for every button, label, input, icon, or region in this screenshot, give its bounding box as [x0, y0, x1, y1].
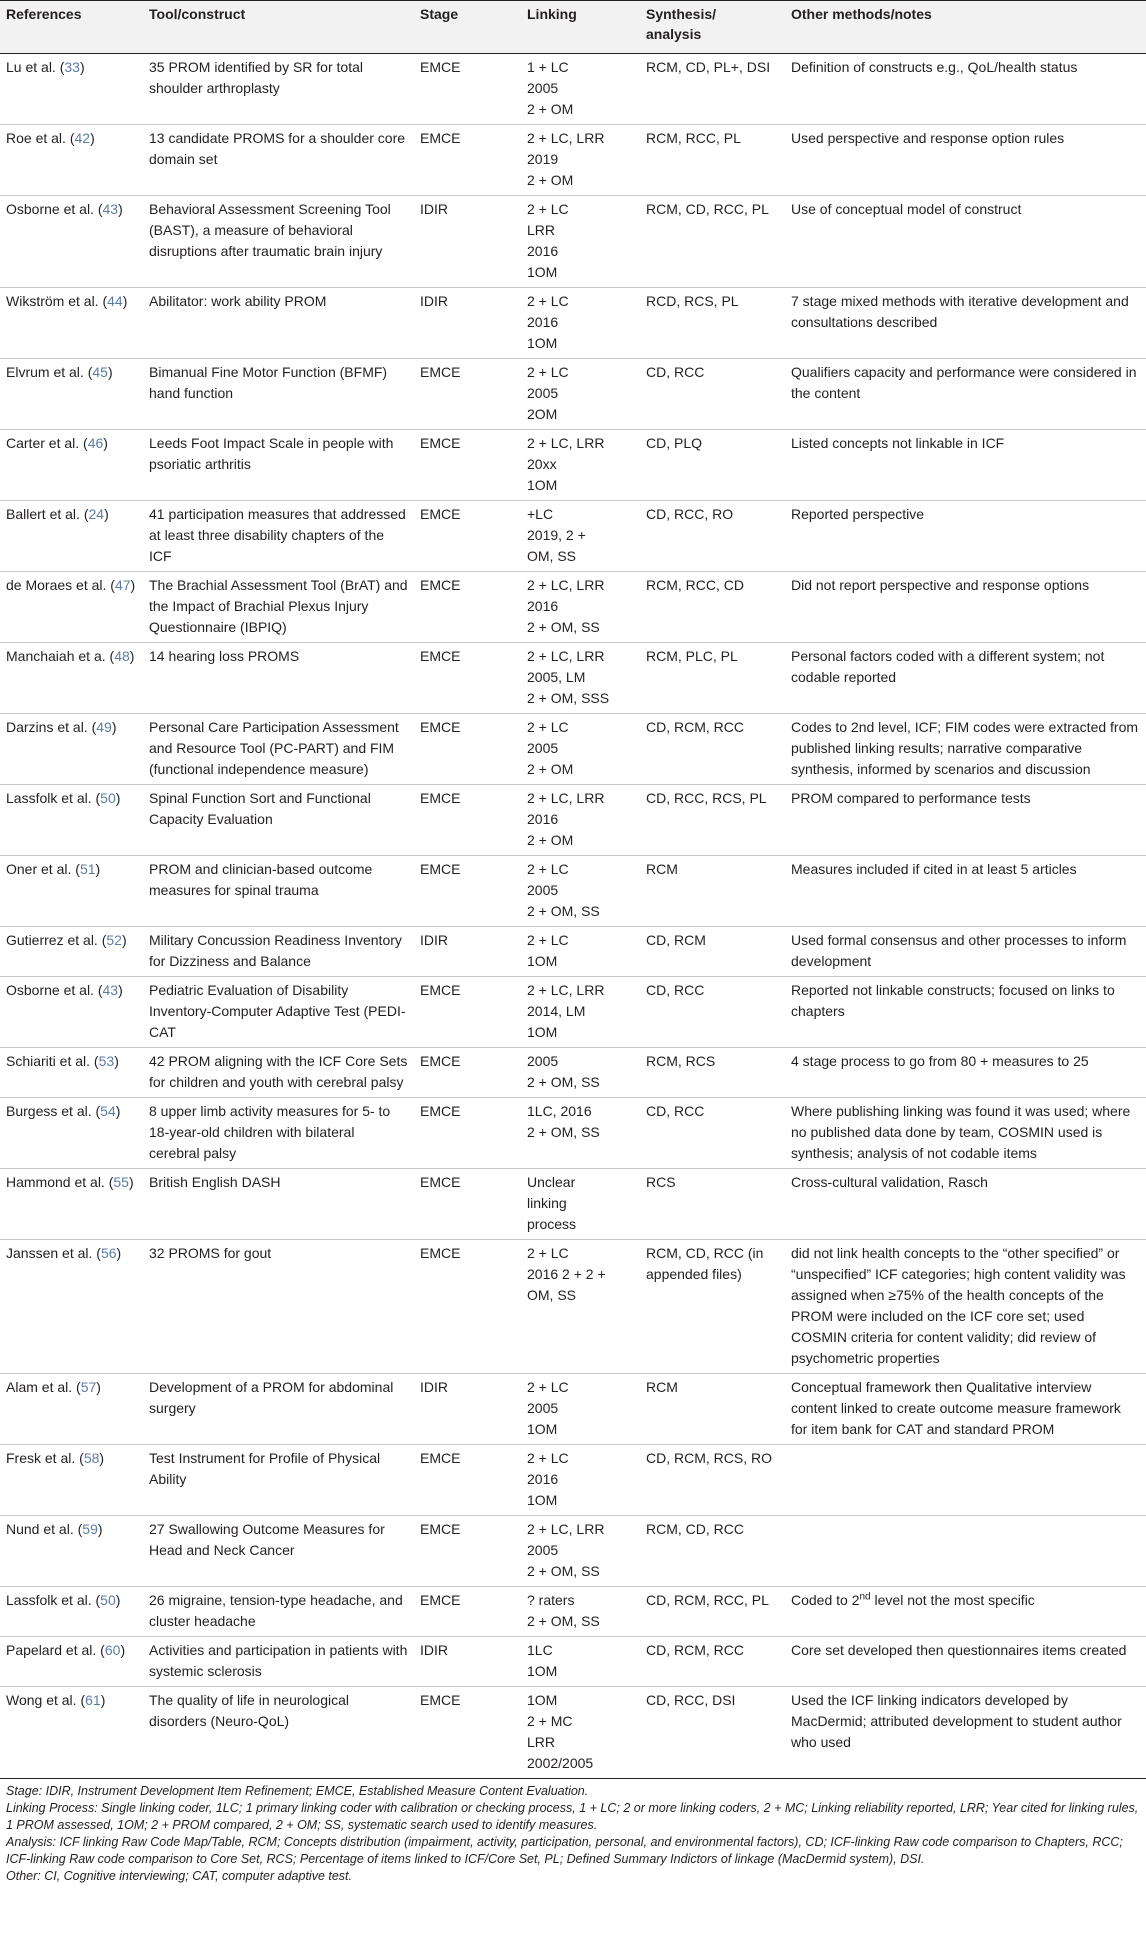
reference-author: Lassfolk et al. — [6, 1592, 92, 1608]
footnote-linking-process: Linking Process: Single linking coder, 1LC; 1 primary linking coder with calibration or checking process, 1 + LC; 2 or more linking coders, 2 + MC; Linking reliability reported, LRR; Year cited for linking rules, 1 PROM assessed, 1OM; 2 + PROM compared, 2 + OM; SS, systematic search used to identify measures. — [6, 1801, 1139, 1832]
cell-tool-construct: British English DASH — [143, 1169, 414, 1240]
notes-text: Core set developed then questionnaires items created — [791, 1642, 1127, 1658]
cell-synthesis: RCM, CD, PL+, DSI — [640, 54, 785, 125]
cell-stage: IDIR — [414, 196, 521, 288]
cell-tool-construct: Pediatric Evaluation of Disability Inventory-Computer Adaptive Test (PEDI-CAT — [143, 977, 414, 1048]
cell-synthesis: CD, RCM, RCC, PL — [640, 1587, 785, 1637]
cell-other-notes — [785, 54, 1146, 125]
reference-author: Papelard et al. — [6, 1642, 97, 1658]
table-row — [0, 572, 1146, 643]
table-row — [0, 359, 1146, 430]
header-other-notes: Other methods/notes — [785, 1, 1146, 54]
cell-tool-construct: 41 participation measures that addressed at least three disability chapters of the ICF — [143, 501, 414, 572]
cell-tool-construct: 8 upper limb activity measures for 5- to 18-year-old children with bilateral cerebral palsy — [143, 1098, 414, 1169]
cell-other-notes — [785, 785, 1146, 856]
reference-author: Lu et al. — [6, 59, 56, 75]
reference-author: Janssen et al. — [6, 1245, 93, 1261]
reference-author: Wikström et al. — [6, 293, 99, 309]
cell-stage: IDIR — [414, 288, 521, 359]
reference-author: Schiariti et al. — [6, 1053, 91, 1069]
cell-stage: EMCE — [414, 430, 521, 501]
cell-other-notes — [785, 643, 1146, 714]
cell-other-notes — [785, 125, 1146, 196]
reference-number-link[interactable]: 53 — [98, 1053, 115, 1069]
cell-linking: 2 + LC, LRR 2005, LM 2 + OM, SSS — [521, 643, 640, 714]
header-stage: Stage — [414, 1, 521, 54]
cell-other-notes — [785, 856, 1146, 927]
cell-stage: EMCE — [414, 1445, 521, 1516]
cell-stage: EMCE — [414, 1169, 521, 1240]
notes-text: Where publishing linking was found it was used; where no published data done by team, COSMIN used is synthesis; analysis of not codable items — [791, 1103, 1131, 1161]
header-synthesis-analysis: Synthesis/ analysis — [640, 1, 785, 54]
cell-reference: Osborne et al. (43) — [0, 196, 143, 288]
table-row — [0, 1445, 1146, 1516]
cell-other-notes — [785, 501, 1146, 572]
cell-linking: 2 + LC 2005 2 + OM, SS — [521, 856, 640, 927]
cell-reference: Gutierrez et al. (52) — [0, 927, 143, 977]
cell-other-notes — [785, 430, 1146, 501]
reference-number-link[interactable]: 44 — [107, 293, 123, 309]
cell-tool-construct: 42 PROM aligning with the ICF Core Sets for children and youth with cerebral palsy — [143, 1048, 414, 1098]
reference-number-link[interactable]: 55 — [113, 1174, 129, 1190]
cell-synthesis: RCD, RCS, PL — [640, 288, 785, 359]
cell-synthesis: RCM, CD, RCC, PL — [640, 196, 785, 288]
notes-text: 7 stage mixed methods with iterative development and consultations described — [791, 293, 1129, 330]
cell-other-notes — [785, 1098, 1146, 1169]
table-row — [0, 125, 1146, 196]
cell-tool-construct: 14 hearing loss PROMS — [143, 643, 414, 714]
reference-number-link[interactable]: 61 — [85, 1692, 101, 1708]
cell-reference: Wikström et al. (44) — [0, 288, 143, 359]
table-row — [0, 1587, 1146, 1637]
table-row — [0, 714, 1146, 785]
cell-linking: 2 + LC 2005 2OM — [521, 359, 640, 430]
cell-linking: 2 + LC 2005 2 + OM — [521, 714, 640, 785]
cell-other-notes — [785, 1516, 1146, 1587]
cell-synthesis: CD, RCC, RCS, PL — [640, 785, 785, 856]
cell-reference: Osborne et al. (43) — [0, 977, 143, 1048]
cell-stage: EMCE — [414, 1098, 521, 1169]
cell-other-notes — [785, 1445, 1146, 1516]
reference-author: Ballert et al. — [6, 506, 80, 522]
reference-number-link[interactable]: 43 — [102, 201, 119, 217]
cell-tool-construct: The Brachial Assessment Tool (BrAT) and the Impact of Brachial Plexus Injury Questionnaire (IBPIQ) — [143, 572, 414, 643]
cell-stage: IDIR — [414, 927, 521, 977]
cell-linking: 2 + LC 1OM — [521, 927, 640, 977]
cell-tool-construct: Bimanual Fine Motor Function (BFMF) hand function — [143, 359, 414, 430]
reference-number-link[interactable]: 50 — [100, 790, 116, 806]
cell-stage: EMCE — [414, 785, 521, 856]
reference-number-link[interactable]: 48 — [114, 648, 130, 664]
table-footnotes — [0, 1779, 1146, 1885]
cell-other-notes — [785, 572, 1146, 643]
cell-reference: Ballert et al. (24) — [0, 501, 143, 572]
notes-text: Reported perspective — [791, 506, 925, 522]
footnote-analysis: Analysis: ICF linking Raw Code Map/Table, RCM; Concepts distribution (impairment, activity, participation, personal, and environmental factors), CD; ICF-linking Raw code comparison to Chapters, RCC; ICF-linking Raw code comparison to Core Set, RCS; Percentage of items linked to ICF/Core Set, PL; Defined Summary Indictors of linkage (MacDermid system), DSI. — [6, 1835, 1123, 1866]
cell-synthesis: CD, RCM — [640, 927, 785, 977]
cell-synthesis: RCM — [640, 1374, 785, 1445]
cell-stage: EMCE — [414, 1587, 521, 1637]
cell-linking: 2 + LC 2016 1OM — [521, 288, 640, 359]
cell-synthesis: RCM, RCC, CD — [640, 572, 785, 643]
table-row — [0, 1240, 1146, 1374]
cell-stage: IDIR — [414, 1637, 521, 1687]
notes-text: Use of conceptual model of construct — [791, 201, 1022, 217]
cell-stage: EMCE — [414, 643, 521, 714]
cell-synthesis: CD, RCC, DSI — [640, 1687, 785, 1779]
cell-synthesis: CD, PLQ — [640, 430, 785, 501]
reference-number-link[interactable]: 49 — [96, 719, 112, 735]
reference-author: de Moraes et al. — [6, 577, 107, 593]
cell-stage: EMCE — [414, 501, 521, 572]
notes-text: Personal factors coded with a different system; not codable reported — [791, 648, 1105, 685]
cell-other-notes — [785, 1240, 1146, 1374]
cell-linking: Unclear linking process — [521, 1169, 640, 1240]
cell-reference: Hammond et al. (55) — [0, 1169, 143, 1240]
cell-linking: 1LC 1OM — [521, 1637, 640, 1687]
cell-tool-construct: 26 migraine, tension-type headache, and cluster headache — [143, 1587, 414, 1637]
cell-synthesis: CD, RCC — [640, 977, 785, 1048]
cell-stage: EMCE — [414, 1516, 521, 1587]
cell-tool-construct: Personal Care Participation Assessment and Resource Tool (PC-PART) and FIM (functional independence measure) — [143, 714, 414, 785]
cell-reference: Janssen et al. (56) — [0, 1240, 143, 1374]
cell-other-notes — [785, 288, 1146, 359]
cell-synthesis: RCM, RCC, PL — [640, 125, 785, 196]
cell-tool-construct: 32 PROMS for gout — [143, 1240, 414, 1374]
reference-author: Hammond et al. — [6, 1174, 105, 1190]
cell-linking: 1OM 2 + MC LRR 2002/2005 — [521, 1687, 640, 1779]
cell-linking: 2005 2 + OM, SS — [521, 1048, 640, 1098]
reference-author: Alam et al. — [6, 1379, 73, 1395]
footnote-other: Other: CI, Cognitive interviewing; CAT, computer adaptive test. — [6, 1869, 352, 1883]
reference-author: Oner et al. — [6, 861, 72, 877]
reference-author: Lassfolk et al. — [6, 790, 92, 806]
cell-reference: Darzins et al. (49) — [0, 714, 143, 785]
reference-author: Fresk et al. — [6, 1450, 76, 1466]
cell-stage: EMCE — [414, 572, 521, 643]
cell-tool-construct: Development of a PROM for abdominal surgery — [143, 1374, 414, 1445]
cell-synthesis: RCM, RCS — [640, 1048, 785, 1098]
cell-reference: Fresk et al. (58) — [0, 1445, 143, 1516]
cell-reference: Manchaiah et a. (48) — [0, 643, 143, 714]
cell-synthesis: RCM, CD, RCC — [640, 1516, 785, 1587]
cell-tool-construct: Leeds Foot Impact Scale in people with psoriatic arthritis — [143, 430, 414, 501]
notes-text: did not link health concepts to the “other specified” or “unspecified” ICF categories; high content validity was assigned when ≥75% of the health concepts of the PROM were included on the ICF core set; used COSMIN criteria for content validity; did review of psychometric properties — [791, 1245, 1126, 1366]
reference-number-link[interactable]: 43 — [102, 982, 119, 998]
cell-synthesis: RCM, CD, RCC (in appended files) — [640, 1240, 785, 1374]
reference-number-link[interactable]: 47 — [114, 577, 131, 593]
cell-synthesis: CD, RCC — [640, 359, 785, 430]
cell-stage: EMCE — [414, 714, 521, 785]
reference-author: Elvrum et al. — [6, 364, 84, 380]
notes-text: Coded to 2 — [791, 1592, 860, 1608]
table-row — [0, 785, 1146, 856]
cell-reference: de Moraes et al. (47) — [0, 572, 143, 643]
cell-synthesis: CD, RCC — [640, 1098, 785, 1169]
cell-linking: 2 + LC 2016 2 + 2 + OM, SS — [521, 1240, 640, 1374]
reference-number-link[interactable]: 58 — [83, 1450, 100, 1466]
cell-stage: EMCE — [414, 856, 521, 927]
table-row — [0, 1098, 1146, 1169]
notes-text-continued: level not the most specific — [870, 1592, 1035, 1608]
cell-linking: 2 + LC LRR 2016 1OM — [521, 196, 640, 288]
reference-author: Roe et al. — [6, 130, 66, 146]
table-row — [0, 430, 1146, 501]
cell-reference: Oner et al. (51) — [0, 856, 143, 927]
cell-tool-construct: Activities and participation in patients with systemic sclerosis — [143, 1637, 414, 1687]
cell-reference: Papelard et al. (60) — [0, 1637, 143, 1687]
notes-text: Used formal consensus and other processes to inform development — [791, 932, 1127, 969]
cell-synthesis: RCM — [640, 856, 785, 927]
cell-tool-construct: 35 PROM identified by SR for total shoulder arthroplasty — [143, 54, 414, 125]
cell-linking: 2 + LC, LRR 20xx 1OM — [521, 430, 640, 501]
header-references: References — [0, 1, 143, 54]
cell-linking: 1LC, 2016 2 + OM, SS — [521, 1098, 640, 1169]
cell-reference: Roe et al. (42) — [0, 125, 143, 196]
cell-tool-construct: Abilitator: work ability PROM — [143, 288, 414, 359]
cell-other-notes — [785, 1048, 1146, 1098]
reference-number-link[interactable]: 46 — [87, 435, 104, 451]
cell-tool-construct: The quality of life in neurological disorders (Neuro-QoL) — [143, 1687, 414, 1779]
cell-other-notes — [785, 1169, 1146, 1240]
cell-synthesis: RCS — [640, 1169, 785, 1240]
cell-other-notes — [785, 1587, 1146, 1637]
notes-text: Measures included if cited in at least 5 articles — [791, 861, 1077, 877]
reference-author: Burgess et al. — [6, 1103, 92, 1119]
footnote-stage: Stage: IDIR, Instrument Development Item Refinement; EMCE, Established Measure Content Evaluation. — [6, 1784, 589, 1798]
cell-tool-construct: 13 candidate PROMS for a shoulder core domain set — [143, 125, 414, 196]
header-linking: Linking — [521, 1, 640, 54]
notes-text: Did not report perspective and response options — [791, 577, 1090, 593]
reference-number-link[interactable]: 56 — [100, 1245, 117, 1261]
cell-reference: Schiariti et al. (53) — [0, 1048, 143, 1098]
notes-text: Definition of constructs e.g., QoL/health status — [791, 59, 1078, 75]
cell-reference: Wong et al. (61) — [0, 1687, 143, 1779]
cell-linking: 2 + LC, LRR 2005 2 + OM, SS — [521, 1516, 640, 1587]
cell-stage: EMCE — [414, 54, 521, 125]
notes-text: Used perspective and response option rules — [791, 130, 1065, 146]
reference-author: Nund et al. — [6, 1521, 74, 1537]
cell-other-notes — [785, 714, 1146, 785]
notes-text: Codes to 2nd level, ICF; FIM codes were extracted from published linking results; narrative comparative synthesis, informed by scenarios and discussion — [791, 719, 1139, 777]
table-row — [0, 501, 1146, 572]
reference-number-link[interactable]: 33 — [64, 59, 80, 75]
cell-reference: Lassfolk et al. (50) — [0, 1587, 143, 1637]
cell-tool-construct: Test Instrument for Profile of Physical Ability — [143, 1445, 414, 1516]
reference-number-link[interactable]: 45 — [92, 364, 108, 380]
table-row — [0, 1169, 1146, 1240]
table-row — [0, 1374, 1146, 1445]
cell-reference: Lu et al. (33) — [0, 54, 143, 125]
header-tool-construct: Tool/construct — [143, 1, 414, 54]
table-row — [0, 977, 1146, 1048]
reference-author: Manchaiah et a. — [6, 648, 106, 664]
reference-author: Osborne et al. — [6, 982, 94, 998]
cell-stage: EMCE — [414, 125, 521, 196]
reference-author: Darzins et al. — [6, 719, 88, 735]
table-row — [0, 196, 1146, 288]
cell-tool-construct: Military Concussion Readiness Inventory for Dizziness and Balance — [143, 927, 414, 977]
cell-other-notes — [785, 1374, 1146, 1445]
reference-author: Gutierrez et al. — [6, 932, 98, 948]
cell-synthesis: CD, RCM, RCC — [640, 1637, 785, 1687]
cell-reference: Lassfolk et al. (50) — [0, 785, 143, 856]
cell-tool-construct: Spinal Function Sort and Functional Capacity Evaluation — [143, 785, 414, 856]
table-row — [0, 1516, 1146, 1587]
cell-reference: Carter et al. (46) — [0, 430, 143, 501]
cell-tool-construct: PROM and clinician-based outcome measures for spinal trauma — [143, 856, 414, 927]
reference-number-link[interactable]: 42 — [74, 130, 91, 146]
reference-number-link[interactable]: 51 — [79, 861, 96, 877]
reference-number-link[interactable]: 59 — [82, 1521, 98, 1537]
cell-other-notes — [785, 196, 1146, 288]
notes-text: Reported not linkable constructs; focused on links to chapters — [791, 982, 1115, 1019]
cell-linking: 1 + LC 2005 2 + OM — [521, 54, 640, 125]
cell-reference: Burgess et al. (54) — [0, 1098, 143, 1169]
cell-linking: 2 + LC, LRR 2019 2 + OM — [521, 125, 640, 196]
table-row — [0, 1637, 1146, 1687]
cell-tool-construct: 27 Swallowing Outcome Measures for Head and Neck Cancer — [143, 1516, 414, 1587]
reference-number-link[interactable]: 57 — [80, 1379, 97, 1395]
table-row — [0, 927, 1146, 977]
cell-linking: 2 + LC 2016 1OM — [521, 1445, 640, 1516]
cell-other-notes — [785, 977, 1146, 1048]
cell-other-notes — [785, 1687, 1146, 1779]
cell-synthesis: CD, RCM, RCC — [640, 714, 785, 785]
notes-superscript: nd — [859, 1591, 871, 1603]
table-row — [0, 643, 1146, 714]
notes-text: PROM compared to performance tests — [791, 790, 1031, 806]
cell-reference: Elvrum et al. (45) — [0, 359, 143, 430]
cell-linking: ? raters 2 + OM, SS — [521, 1587, 640, 1637]
notes-text: Conceptual framework then Qualitative interview content linked to create outcome measure framework for item bank for CAT and standard PROM — [791, 1379, 1121, 1437]
cell-stage: EMCE — [414, 1687, 521, 1779]
cell-reference: Nund et al. (59) — [0, 1516, 143, 1587]
notes-text: Qualifiers capacity and performance were considered in the content — [791, 364, 1137, 401]
reference-number-link[interactable]: 60 — [104, 1642, 121, 1658]
cell-synthesis: RCM, PLC, PL — [640, 643, 785, 714]
table-header-row — [0, 1, 1146, 54]
cell-stage: EMCE — [414, 359, 521, 430]
cell-synthesis: CD, RCC, RO — [640, 501, 785, 572]
cell-other-notes — [785, 927, 1146, 977]
table-row — [0, 288, 1146, 359]
reference-author: Carter et al. — [6, 435, 80, 451]
cell-linking: 2 + LC 2005 1OM — [521, 1374, 640, 1445]
cell-tool-construct: Behavioral Assessment Screening Tool (BAST), a measure of behavioral disruptions after traumatic brain injury — [143, 196, 414, 288]
notes-text: 4 stage process to go from 80 + measures to 25 — [791, 1053, 1089, 1069]
cell-stage: EMCE — [414, 1048, 521, 1098]
notes-text: Used the ICF linking indicators developed by MacDermid; attributed development to student author who used — [791, 1692, 1122, 1750]
cell-synthesis: CD, RCM, RCS, RO — [640, 1445, 785, 1516]
cell-reference: Alam et al. (57) — [0, 1374, 143, 1445]
reference-number-link[interactable]: 52 — [106, 932, 122, 948]
cell-stage: EMCE — [414, 1240, 521, 1374]
table-row — [0, 1687, 1146, 1779]
cell-stage: EMCE — [414, 977, 521, 1048]
cell-linking: 2 + LC, LRR 2016 2 + OM, SS — [521, 572, 640, 643]
reference-number-link[interactable]: 50 — [100, 1592, 116, 1608]
cell-other-notes — [785, 1637, 1146, 1687]
cell-linking: 2 + LC, LRR 2016 2 + OM — [521, 785, 640, 856]
reference-author: Wong et al. — [6, 1692, 77, 1708]
cell-stage: IDIR — [414, 1374, 521, 1445]
reference-number-link[interactable]: 54 — [100, 1103, 116, 1119]
cell-other-notes — [785, 359, 1146, 430]
reference-author: Osborne et al. — [6, 201, 94, 217]
notes-text: Listed concepts not linkable in ICF — [791, 435, 1005, 451]
table-row — [0, 1048, 1146, 1098]
table-row — [0, 856, 1146, 927]
notes-text: Cross-cultural validation, Rasch — [791, 1174, 988, 1190]
cell-linking: +LC 2019, 2 + OM, SS — [521, 501, 640, 572]
cell-linking: 2 + LC, LRR 2014, LM 1OM — [521, 977, 640, 1048]
table-row — [0, 54, 1146, 125]
reference-number-link[interactable]: 24 — [88, 506, 105, 522]
